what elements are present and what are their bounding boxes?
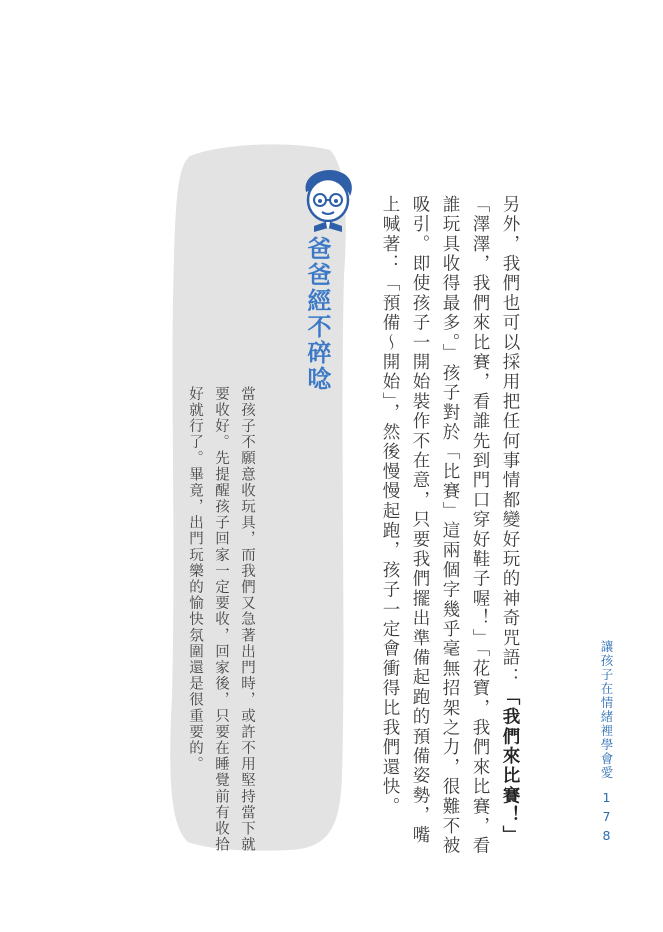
emphasis-phrase: 「我們來比賽！」 bbox=[500, 687, 520, 846]
tip-callout-box bbox=[160, 136, 350, 856]
callout-text bbox=[182, 386, 260, 856]
page-number: 178 bbox=[599, 790, 614, 847]
callout-paragraph: 當孩子不願意收玩具，而我們又急著出門時，或許不用堅持當下就要收好。先提醒孩子回家一定要收，回家後，只要在睡覺前有收拾好就行了。畢竟，出門玩樂的愉快氛圍還是很重要的。 bbox=[187, 386, 255, 853]
running-header-title: 讓孩子在情緒裡學會愛 bbox=[599, 640, 614, 780]
dad-avatar-icon bbox=[292, 166, 362, 236]
main-paragraph-1 bbox=[495, 160, 525, 860]
main-body-text bbox=[375, 160, 525, 860]
callout-heading: 爸爸經不碎唸 bbox=[303, 236, 331, 392]
main-paragraph-2: 「澤澤，我們來比賽，看誰先到門口穿好鞋子喔！」「花寶，我們來比賽，看誰玩具收得最多。」孩子對於「比賽」這兩個字幾乎毫無招架之力，很難不被吸引。即使孩子一開始裝作不在意，只要我們擺出準備起跑的預備姿勢，嘴上喊著：「預備～開始」，然後慢慢起跑，孩子一定會衝得比我們還快。 bbox=[380, 195, 490, 857]
main-paragraph-1-text: 另外，我們也可以採用把任何事情都變好玩的神奇咒語： bbox=[500, 195, 520, 688]
